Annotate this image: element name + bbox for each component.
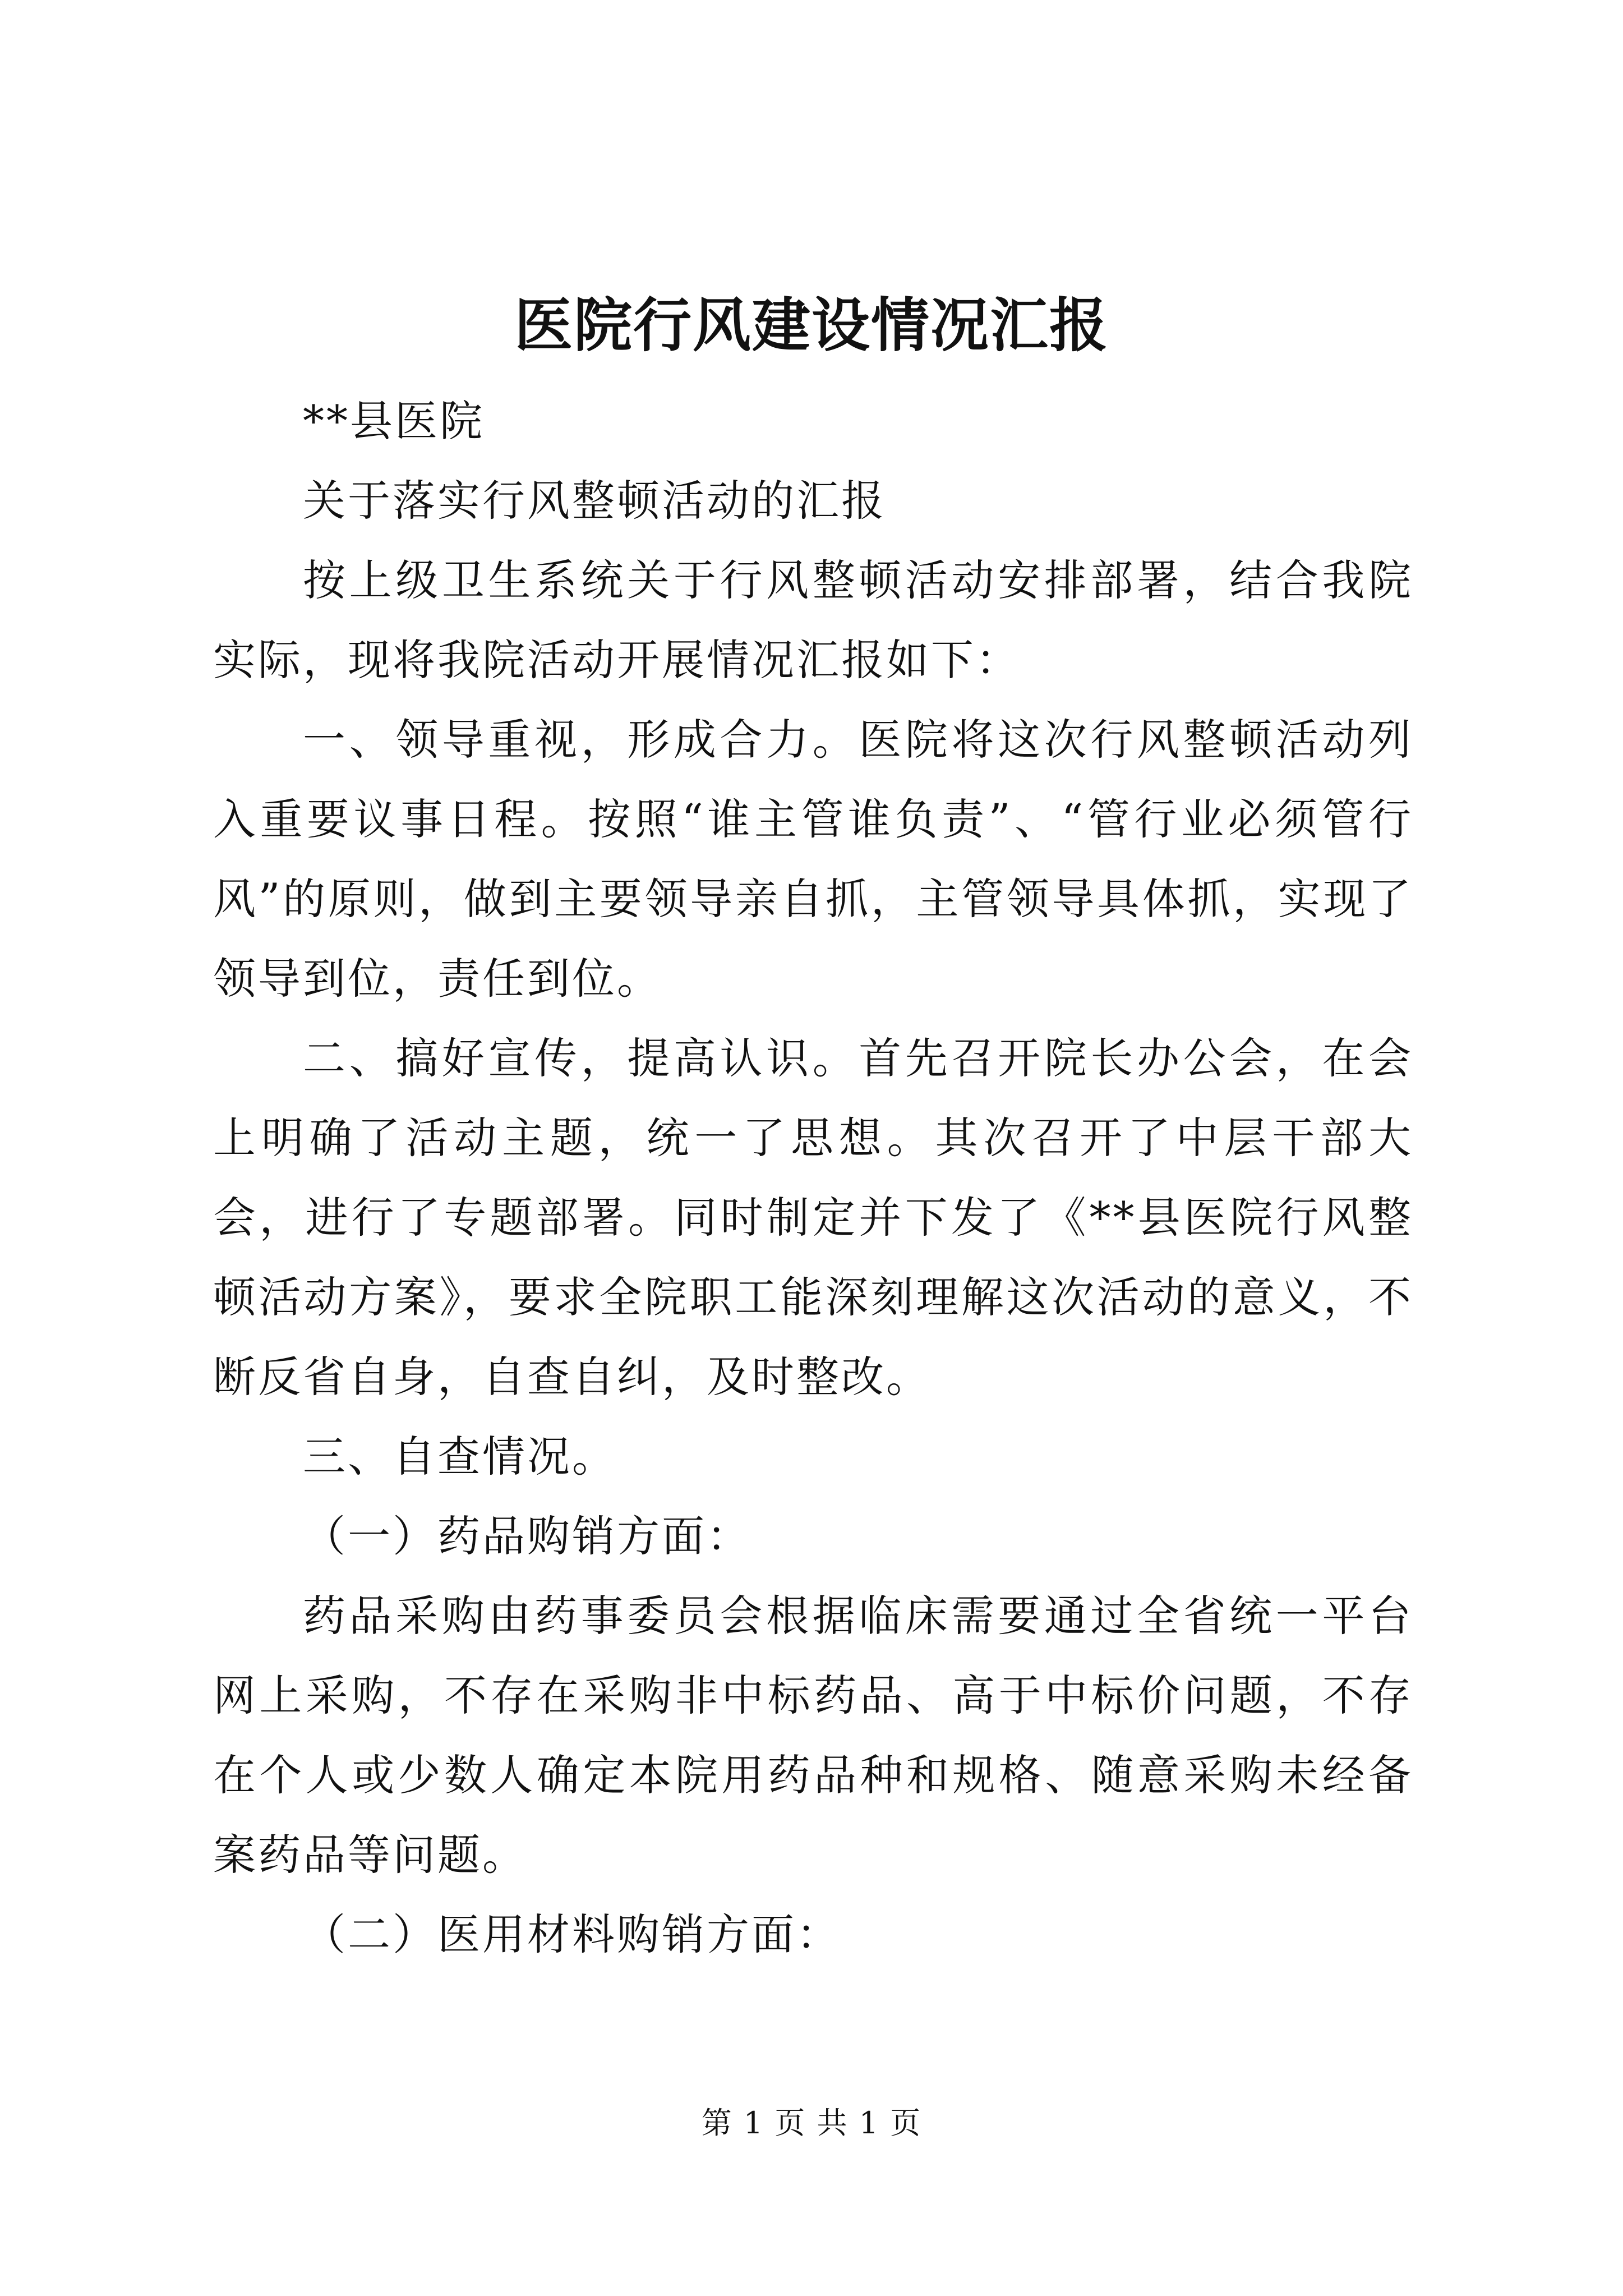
document-title: 医院行风建设情况汇报 [514,291,1109,360]
document-body [213,381,1413,1975]
issuer-line: **县医院 [303,396,485,446]
report-subject: 关于落实行风整顿活动的汇报 [303,476,886,526]
page-footer: 第 1 页 共 1 页 [701,2105,922,2141]
section-one-paragraph: 一、领导重视，形成合力。医院将这次行风整顿活动列入重要议事日程。按照“谁主管谁负责”、“管行业必须管行风”的原则，做到主要领导亲自抓，主管领导具体抓，实现了领导到位，责任到位。 [213,715,1413,1004]
section-two-paragraph: 二、搞好宣传，提高认识。首先召开院长办公会，在会上明确了活动主题，统一了思想。其次召开了中层干部大会，进行了专题部署。同时制定并下发了《**县医院行风整顿活动方案》，要求全院职工能深刻理解这次活动的意义，不断反省自身，自查自纠，及时整改。 [213,1033,1413,1402]
subsection-one-heading: （一）药品购销方面： [303,1511,751,1561]
intro-paragraph: 按上级卫生系统关于行风整顿活动安排部署，结合我院实际，现将我院活动开展情况汇报如下： [213,555,1413,685]
subsection-one-paragraph: 药品采购由药事委员会根据临床需要通过全省统一平台网上采购，不存在采购非中标药品、高于中标价问题，不存在个人或少数人确定本院用药品种和规格、随意采购未经备案药品等问题。 [213,1591,1413,1880]
subsection-two-heading: （二）医用材料购销方面： [303,1910,841,1959]
section-three-heading: 三、自查情况。 [303,1432,617,1481]
